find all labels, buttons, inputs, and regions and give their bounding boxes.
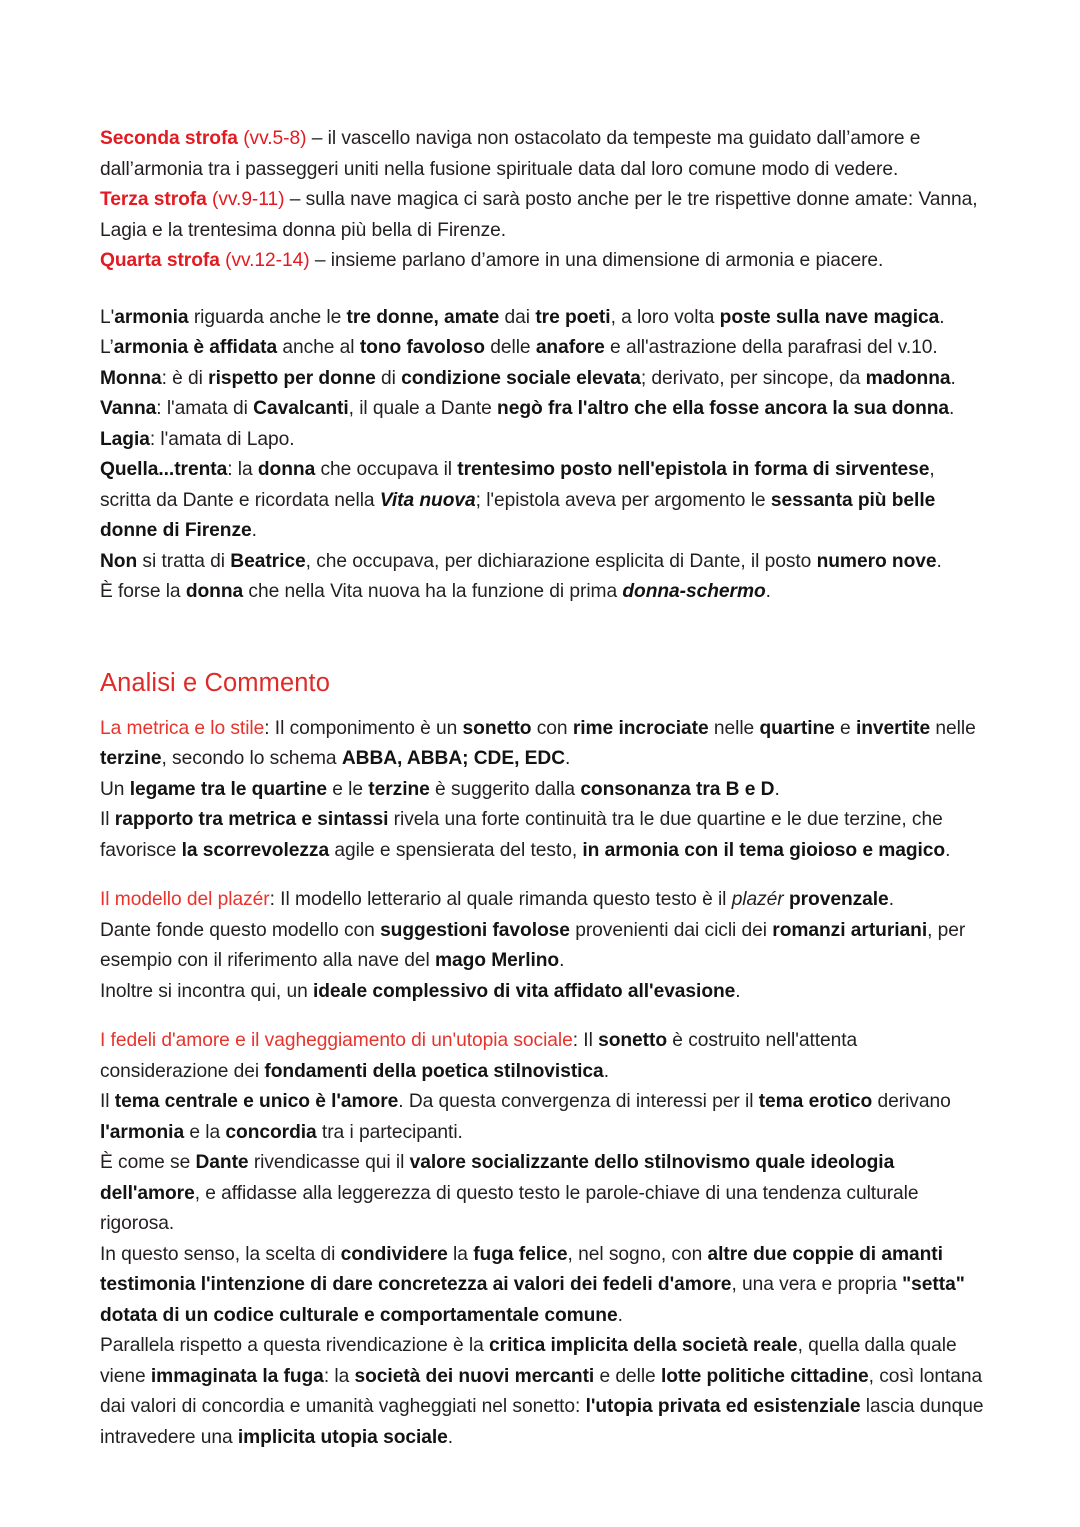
bold-tre-donne: tre donne, amate bbox=[346, 306, 500, 328]
text: In questo senso, la scelta di bbox=[100, 1243, 341, 1265]
bolditalic-donna-schermo: donna-schermo bbox=[622, 581, 766, 602]
text: , una vera e propria bbox=[731, 1274, 903, 1295]
terza-strofa-label: Terza strofa bbox=[100, 189, 207, 210]
bold-legame-quartine: legame tra le quartine bbox=[129, 778, 327, 800]
spacer-before-plazer bbox=[100, 866, 985, 885]
bold-beatrice: Beatrice bbox=[230, 550, 306, 572]
bold-altre-coppie: altre due coppie di amanti testimonia l'intenzione di dare concretezza ai valori dei fedeli d'amore bbox=[100, 1243, 943, 1295]
bold-larmonia: l'armonia bbox=[100, 1121, 185, 1143]
text: rivendicasse qui il bbox=[248, 1152, 410, 1173]
bold-suggestioni-favolose: suggestioni favolose bbox=[380, 919, 570, 941]
bold-consonanza: consonanza tra B e D bbox=[580, 778, 775, 800]
terza-strofa-dash: – bbox=[284, 189, 306, 210]
text: È come se bbox=[100, 1152, 196, 1173]
text: , nel sogno, con bbox=[567, 1243, 708, 1265]
seconda-strofa-text2: dall’armonia tra i passeggeri uniti nella fusione spirituale data dal loro comune modo di vedere. bbox=[100, 158, 899, 180]
text: agile e spensierata del testo, bbox=[329, 839, 583, 861]
plazer-line2 bbox=[100, 916, 985, 977]
text: dai bbox=[499, 306, 536, 328]
text: è costruito nell'attenta considerazione dei bbox=[100, 1030, 858, 1082]
text: . bbox=[447, 1426, 454, 1448]
note-vanna bbox=[100, 394, 985, 425]
bold-armonia-affidata: armonia è affidata bbox=[113, 337, 278, 358]
text: . Da questa convergenza di interessi per il bbox=[398, 1091, 759, 1112]
bold-rapporto-metrica: rapporto tra metrica e sintassi bbox=[114, 809, 389, 830]
fedeli-line3 bbox=[100, 1148, 985, 1240]
terza-strofa-text1: sulla nave magica ci sarà posto anche per le tre rispettive donne amate: bbox=[305, 189, 914, 210]
seconda-strofa-text1: il vascello naviga non ostacolato da tempeste ma guidato dall’amore e bbox=[327, 128, 921, 149]
bold-madonna: madonna bbox=[865, 367, 951, 389]
bold-critica-implicita: critica implicita della società reale bbox=[489, 1335, 798, 1356]
text: : l'amata di Lapo. bbox=[149, 428, 295, 450]
bold-lotte-politiche: lotte politiche cittadine bbox=[660, 1365, 869, 1387]
spacer-after-strofe bbox=[100, 277, 985, 303]
plazer-paragraph bbox=[100, 885, 985, 916]
text: , quella dalla quale viene bbox=[100, 1335, 957, 1387]
note-armonia-1 bbox=[100, 303, 985, 334]
text: . bbox=[251, 520, 257, 541]
metrica-block bbox=[100, 714, 985, 867]
bold-armonia: armonia bbox=[114, 306, 189, 328]
text: , secondo lo schema bbox=[161, 748, 342, 769]
bold-anafore: anafore bbox=[535, 337, 605, 358]
text: riguarda anche le bbox=[188, 306, 347, 328]
note-lagia bbox=[100, 425, 985, 456]
text: , scritta da Dante e ricordata nella bbox=[100, 459, 935, 511]
bold-condividere: condividere bbox=[340, 1243, 448, 1265]
quarta-strofa-label: Quarta strofa bbox=[100, 250, 220, 271]
paragraph-quarta-strofa bbox=[100, 246, 985, 277]
text: , e affidasse alla leggerezza di questo testo le parole-chiave di una tendenza culturale rigorosa. bbox=[100, 1182, 919, 1234]
bolditalic-vita-nuova: Vita nuova bbox=[379, 489, 476, 511]
terza-strofa-text2: Vanna, Lagia e la trentesima donna più bella di Firenze. bbox=[100, 189, 978, 241]
bold-lagia: Lagia bbox=[100, 428, 150, 450]
text: . bbox=[888, 889, 894, 910]
bold-sonetto: sonetto bbox=[462, 717, 532, 739]
text: derivano bbox=[872, 1091, 951, 1112]
plazer-heading: Il modello del plazér bbox=[100, 889, 270, 910]
bold-tema-erotico: tema erotico bbox=[758, 1091, 873, 1112]
text: . bbox=[945, 839, 951, 861]
text: : Il bbox=[572, 1030, 599, 1051]
bold-immaginata-fuga: immaginata la fuga bbox=[150, 1365, 324, 1387]
bold-trentesimo-posto: trentesimo posto nell'epistola in forma di sirventese bbox=[457, 459, 930, 480]
plazer-block bbox=[100, 885, 985, 1007]
seconda-strofa-verses: (vv.5-8) bbox=[243, 128, 307, 149]
bold-scorrevolezza: la scorrevolezza bbox=[181, 839, 330, 861]
note-block bbox=[100, 303, 985, 608]
quarta-strofa-dash: – bbox=[309, 250, 331, 271]
bold-implicita-utopia: implicita utopia sociale bbox=[237, 1426, 448, 1448]
text: ; derivato, per sincope, da bbox=[640, 367, 866, 389]
note-armonia-2 bbox=[100, 333, 985, 364]
text: : Il componimento è un bbox=[264, 717, 463, 739]
strofe-block bbox=[100, 124, 985, 277]
text: con bbox=[531, 717, 573, 739]
text: nelle bbox=[930, 717, 976, 739]
text: . bbox=[939, 306, 945, 328]
text: e la bbox=[184, 1121, 226, 1143]
bold-quartine: quartine bbox=[759, 717, 835, 739]
text: e all'astrazione della parafrasi del v.10. bbox=[604, 337, 938, 358]
text: Inoltre si incontra qui, un bbox=[100, 980, 313, 1002]
text: anche al bbox=[277, 337, 360, 358]
metrica-line2 bbox=[100, 775, 985, 806]
metrica-heading: La metrica e lo stile bbox=[100, 717, 265, 739]
bold-ideale-evasione: ideale complessivo di vita affidato all'evasione bbox=[312, 980, 736, 1002]
text: e bbox=[834, 717, 856, 739]
metrica-line3 bbox=[100, 805, 985, 866]
note-donna-schermo bbox=[100, 577, 985, 608]
quarta-strofa-verses: (vv.12-14) bbox=[225, 250, 310, 271]
spacer-before-analisi bbox=[100, 608, 985, 666]
bold-schema-rime: ABBA, ABBA; CDE, EDC bbox=[341, 748, 566, 769]
text: . bbox=[950, 367, 956, 389]
seconda-strofa-label: Seconda strofa bbox=[100, 128, 238, 149]
text: : è di bbox=[161, 367, 209, 389]
text: , a loro volta bbox=[610, 306, 720, 328]
bold-donna: donna bbox=[257, 459, 316, 480]
fedeli-line2 bbox=[100, 1087, 985, 1148]
text: è suggerito dalla bbox=[429, 778, 581, 800]
text: L' bbox=[100, 306, 115, 328]
spacer-before-fedeli bbox=[100, 1007, 985, 1026]
paragraph-terza-strofa bbox=[100, 185, 985, 246]
bold-donna: donna bbox=[185, 581, 244, 602]
bold-rime-incrociate: rime incrociate bbox=[572, 717, 709, 739]
text: e delle bbox=[594, 1365, 661, 1387]
text: ; l'epistola aveva per argomento le bbox=[475, 489, 771, 511]
text: . bbox=[735, 980, 741, 1002]
text: . bbox=[936, 550, 942, 572]
text: provenienti dai cicli dei bbox=[569, 919, 773, 941]
bold-dante: Dante bbox=[195, 1152, 249, 1173]
bold-tre-poeti: tre poeti bbox=[535, 306, 611, 328]
text: nelle bbox=[708, 717, 760, 739]
bold-utopia-privata: l'utopia privata ed esistenziale bbox=[585, 1396, 861, 1417]
fedeli-line4 bbox=[100, 1240, 985, 1332]
text: di bbox=[375, 367, 402, 389]
bold-concordia: concordia bbox=[225, 1121, 317, 1143]
text: Il bbox=[100, 809, 115, 830]
plazer-line3 bbox=[100, 977, 985, 1008]
text: lascia dunque intravedere una bbox=[100, 1396, 984, 1448]
bold-nego: negò fra l'altro che ella fosse ancora la sua donna bbox=[497, 398, 950, 419]
text: che occupava il bbox=[315, 459, 458, 480]
bold-non: Non bbox=[100, 550, 138, 572]
bold-romanzi-arturiani: romanzi arturiani bbox=[772, 919, 928, 941]
text: Parallela rispetto a questa rivendicazione è la bbox=[100, 1335, 490, 1356]
paragraph-seconda-strofa bbox=[100, 124, 985, 185]
text: : la bbox=[323, 1365, 355, 1387]
text: , per esempio con il riferimento alla nave del bbox=[100, 919, 966, 971]
terza-strofa-verses: (vv.9-11) bbox=[212, 189, 285, 210]
text: Il bbox=[100, 1091, 115, 1112]
text: , così lontana dai valori di concordia e umanità vagheggiati nel sonetto: bbox=[100, 1365, 983, 1417]
text: . bbox=[617, 1304, 623, 1326]
italic-plazer: plazér bbox=[731, 889, 784, 910]
bold-tema-centrale: tema centrale e unico è l'amore bbox=[114, 1091, 399, 1112]
bold-provenzale: provenzale bbox=[788, 889, 889, 910]
bold-terzine: terzine bbox=[100, 748, 162, 769]
text: Dante fonde questo modello con bbox=[100, 919, 381, 941]
bold-setta: "setta" dotata di un codice culturale e comportamentale comune bbox=[100, 1274, 965, 1326]
fedeli-paragraph bbox=[100, 1026, 985, 1087]
fedeli-line5 bbox=[100, 1331, 985, 1453]
text: . bbox=[765, 581, 771, 602]
bold-terzine: terzine bbox=[368, 778, 430, 800]
text: . bbox=[774, 778, 780, 800]
text: delle bbox=[484, 337, 536, 358]
text: : la bbox=[227, 459, 258, 480]
bold-poste-nave: poste sulla nave magica bbox=[719, 306, 940, 328]
bold-condizione-sociale: condizione sociale elevata bbox=[401, 367, 641, 389]
bold-cavalcanti: Cavalcanti bbox=[253, 398, 349, 419]
fedeli-block bbox=[100, 1026, 985, 1453]
bold-mago-merlino: mago Merlino bbox=[434, 950, 560, 971]
spacer-after-title bbox=[100, 700, 985, 714]
bold-vanna: Vanna bbox=[100, 398, 157, 419]
text: . bbox=[949, 398, 955, 419]
bold-numero-nove: numero nove bbox=[816, 550, 937, 572]
page-title: Analisi e Commento bbox=[100, 668, 330, 697]
bold-invertite: invertite bbox=[855, 717, 931, 739]
text: tra i partecipanti. bbox=[316, 1121, 463, 1143]
bold-fondamenti-poetica: fondamenti della poetica stilnovistica bbox=[264, 1060, 604, 1082]
text: : Il modello letterario al quale rimanda questo testo è il bbox=[269, 889, 732, 910]
bold-quella-trenta: Quella...trenta bbox=[100, 459, 228, 480]
text: . bbox=[559, 950, 565, 971]
bold-sessanta-donne: sessanta più belle donne di Firenze bbox=[100, 489, 936, 541]
bold-valore-socializzante: valore socializzante dello stilnovismo quale ideologia dell'amore bbox=[100, 1152, 895, 1204]
bold-societa-mercanti: società dei nuovi mercanti bbox=[354, 1365, 595, 1387]
quarta-strofa-text1: insieme parlano d’amore in una dimensione di armonia e piacere. bbox=[330, 250, 884, 271]
bold-sonetto: sonetto bbox=[598, 1030, 668, 1051]
text: che nella Vita nuova ha la funzione di prima bbox=[243, 581, 623, 602]
bold-rispetto-donne: rispetto per donne bbox=[208, 367, 376, 389]
fedeli-heading: I fedeli d'amore e il vagheggiamento di un'utopia sociale bbox=[100, 1030, 573, 1051]
text: . bbox=[565, 748, 571, 769]
bold-armonia-tema: in armonia con il tema gioioso e magico bbox=[582, 839, 946, 861]
text: : l'amata di bbox=[156, 398, 254, 419]
bold-tono-favoloso: tono favoloso bbox=[359, 337, 485, 358]
text: e le bbox=[326, 778, 369, 800]
text: Un bbox=[100, 778, 130, 800]
seconda-strofa-dash: – bbox=[306, 128, 328, 149]
text: si tratta di bbox=[137, 550, 231, 572]
text: , che occupava, per dichiarazione esplicita di Dante, il posto bbox=[305, 550, 817, 572]
text: la bbox=[447, 1243, 474, 1265]
note-non-beatrice bbox=[100, 547, 985, 578]
metrica-paragraph bbox=[100, 714, 985, 775]
text: È forse la bbox=[100, 581, 186, 602]
text: . bbox=[603, 1060, 609, 1082]
text: L’ bbox=[100, 337, 114, 358]
bold-monna: Monna bbox=[100, 367, 162, 389]
note-quella-trenta bbox=[100, 455, 985, 547]
text: , il quale a Dante bbox=[348, 398, 498, 419]
bold-fuga-felice: fuga felice bbox=[473, 1243, 568, 1265]
text: rivela una forte continuità tra le due quartine e le due terzine, che favorisce bbox=[100, 809, 943, 861]
note-monna bbox=[100, 364, 985, 395]
